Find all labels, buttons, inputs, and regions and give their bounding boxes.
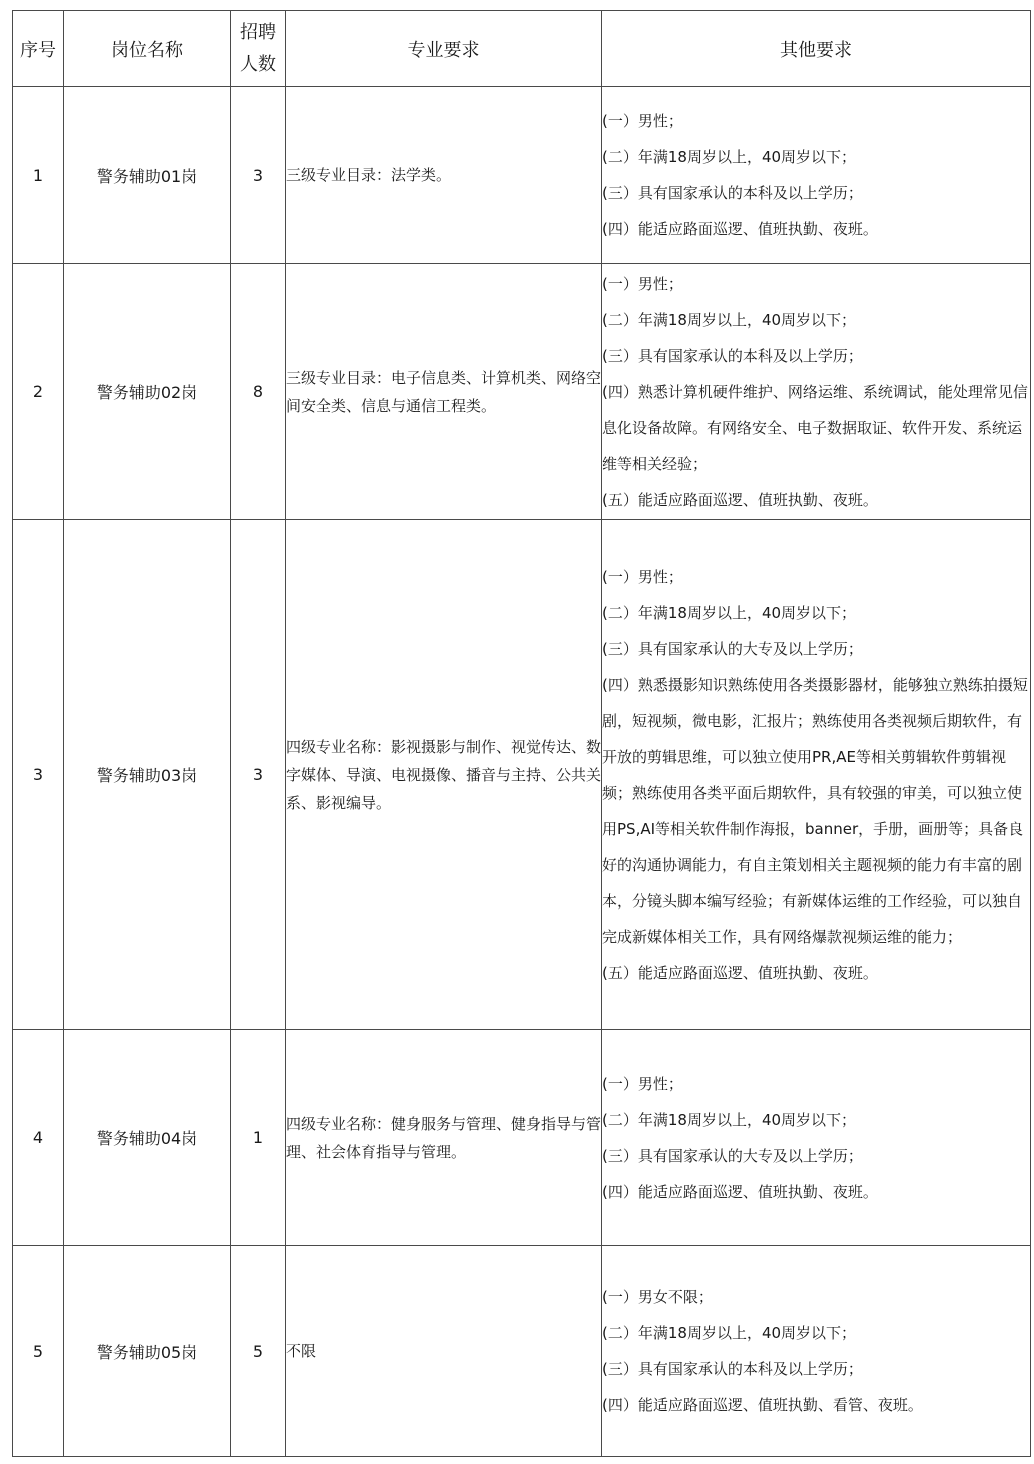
other-item: (一）男性； bbox=[602, 1074, 683, 1093]
header-count-line2: 人数 bbox=[240, 53, 276, 75]
row-other bbox=[602, 520, 1031, 1030]
row-seq: 2 bbox=[13, 264, 64, 520]
row-major: 三级专业目录：法学类。 bbox=[286, 87, 602, 264]
other-item: (一）男性； bbox=[602, 274, 683, 293]
other-item: (二）年满18周岁以上，40周岁以下； bbox=[602, 1110, 857, 1129]
other-item: (二）年满18周岁以上，40周岁以下； bbox=[602, 603, 857, 622]
header-seq: 序号 bbox=[13, 11, 64, 87]
row-count: 3 bbox=[231, 520, 286, 1030]
row-other bbox=[602, 87, 1031, 264]
row-major: 三级专业目录：电子信息类、计算机类、网络空间安全类、信息与通信工程类。 bbox=[286, 264, 602, 520]
recruitment-table bbox=[12, 10, 1031, 1457]
row-post-name: 警务辅助04岗 bbox=[64, 1030, 231, 1246]
table-row bbox=[13, 1246, 1031, 1457]
row-seq: 1 bbox=[13, 87, 64, 264]
other-item: (三）具有国家承认的本科及以上学历； bbox=[602, 184, 863, 202]
row-post-name: 警务辅助02岗 bbox=[64, 264, 231, 520]
other-item: (二）年满18周岁以上，40周岁以下； bbox=[602, 148, 857, 166]
other-item: (四）熟悉计算机硬件维护、网络运维、系统调试，能处理常见信息化设备故障。有网络安全、电子数据取证、软件开发、系统运维等相关经验； bbox=[602, 382, 1028, 473]
row-post-name: 警务辅助01岗 bbox=[64, 87, 231, 264]
other-item: (三）具有国家承认的大专及以上学历； bbox=[602, 639, 863, 658]
table-row bbox=[13, 1030, 1031, 1246]
row-major: 不限 bbox=[286, 1246, 602, 1457]
other-item: (三）具有国家承认的本科及以上学历； bbox=[602, 346, 863, 365]
header-major: 专业要求 bbox=[286, 11, 602, 87]
other-item: (一）男性； bbox=[602, 567, 683, 586]
other-item: (一）男性； bbox=[602, 112, 683, 130]
other-item: (五）能适应路面巡逻、值班执勤、夜班。 bbox=[602, 963, 878, 982]
header-count-line1: 招聘 bbox=[240, 21, 276, 43]
other-item: (三）具有国家承认的大专及以上学历； bbox=[602, 1146, 863, 1165]
other-item: (五）能适应路面巡逻、值班执勤、夜班。 bbox=[602, 490, 878, 509]
row-post-name: 警务辅助03岗 bbox=[64, 520, 231, 1030]
row-count: 1 bbox=[231, 1030, 286, 1246]
row-seq: 5 bbox=[13, 1246, 64, 1457]
row-major: 四级专业名称：健身服务与管理、健身指导与管理、社会体育指导与管理。 bbox=[286, 1030, 602, 1246]
header-post-name: 岗位名称 bbox=[64, 11, 231, 87]
other-item: (二）年满18周岁以上，40周岁以下； bbox=[602, 1324, 857, 1342]
row-major: 四级专业名称：影视摄影与制作、视觉传达、数字媒体、导演、电视摄像、播音与主持、公共关系、影视编导。 bbox=[286, 520, 602, 1030]
row-count: 5 bbox=[231, 1246, 286, 1457]
other-item: (四）能适应路面巡逻、值班执勤、夜班。 bbox=[602, 1182, 878, 1201]
table-row bbox=[13, 520, 1031, 1030]
header-row bbox=[13, 11, 1031, 87]
header-other: 其他要求 bbox=[602, 11, 1031, 87]
table-row bbox=[13, 87, 1031, 264]
row-other bbox=[602, 1246, 1031, 1457]
other-item: (四）熟悉摄影知识熟练使用各类摄影器材，能够独立熟练拍摄短剧，短视频，微电影，汇报片；熟练使用各类视频后期软件，有开放的剪辑思维，可以独立使用PR,AE等相关剪辑软件剪辑视频；熟练使用各类平面后期软件，具有较强的审美，可以独立使用PS,AI等相关软件制作海报，banner，手册，画册等；具备良好的沟通协调能力，有自主策划相关主题视频的能力有丰富的剧本，分镜头脚本编写经验；有新媒体运维的工作经验，可以独自完成新媒体相关工作，具有网络爆款视频运维的能力； bbox=[602, 675, 1028, 946]
row-count: 3 bbox=[231, 87, 286, 264]
other-item: (四）能适应路面巡逻、值班执勤、看管、夜班。 bbox=[602, 1396, 923, 1414]
row-post-name: 警务辅助05岗 bbox=[64, 1246, 231, 1457]
other-item: (二）年满18周岁以上，40周岁以下； bbox=[602, 310, 857, 329]
other-item: (四）能适应路面巡逻、值班执勤、夜班。 bbox=[602, 220, 878, 238]
row-seq: 4 bbox=[13, 1030, 64, 1246]
row-other bbox=[602, 264, 1031, 520]
row-other bbox=[602, 1030, 1031, 1246]
other-item: (三）具有国家承认的本科及以上学历； bbox=[602, 1360, 863, 1378]
row-count: 8 bbox=[231, 264, 286, 520]
other-item: (一）男女不限； bbox=[602, 1288, 713, 1306]
row-seq: 3 bbox=[13, 520, 64, 1030]
table-row bbox=[13, 264, 1031, 520]
header-count bbox=[231, 11, 286, 87]
